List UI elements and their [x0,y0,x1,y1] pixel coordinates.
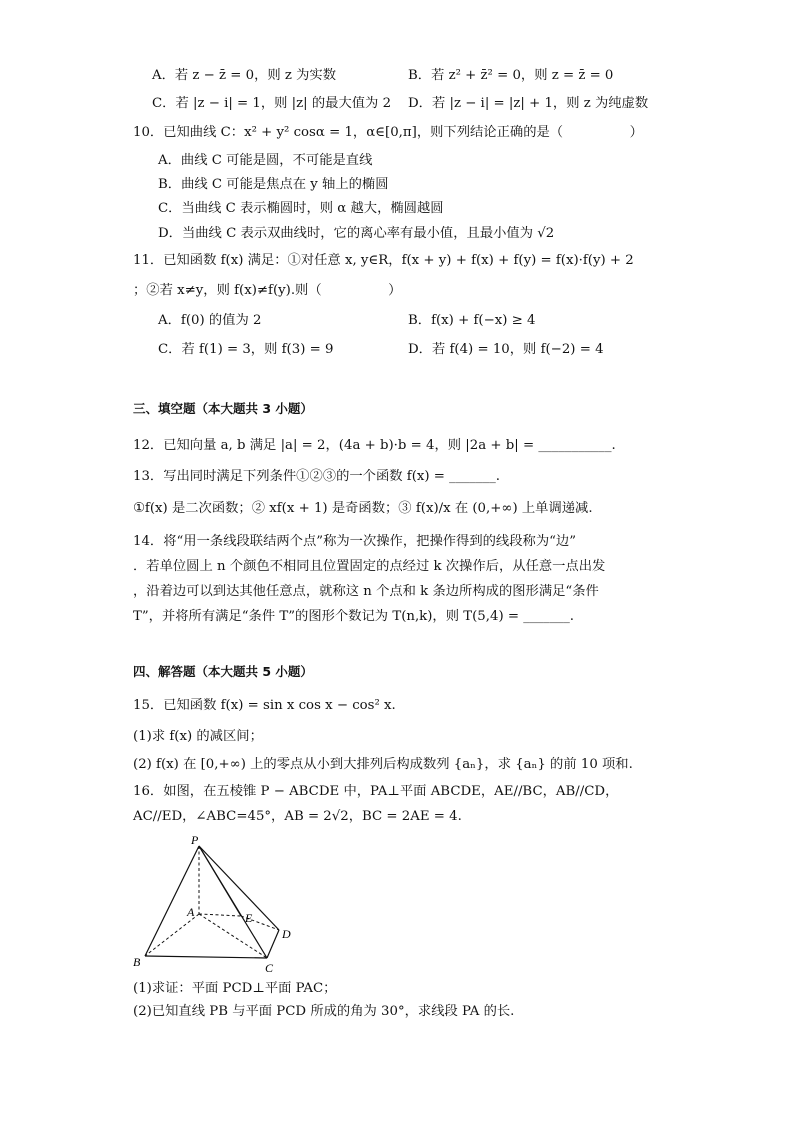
label-p: P [191,833,199,847]
label-b: B [133,955,141,969]
q16-line2: AC//ED，∠ABC=45°，AB = 2√2，BC = 2AE = 4. [133,809,462,824]
q15-stem: 15．已知函数 f(x) = sin x cos x − cos² x. [133,698,396,713]
section-heading-solutions: 四、解答题（本大题共 5 小题） [133,664,313,679]
edge-pb [145,846,199,956]
q15-part1: (1)求 f(x) 的减区间； [133,729,263,744]
q9-option-d: D．若 |z − i| = |z| + 1，则 z 为纯虚数 [408,96,649,111]
edge-ae [199,914,241,916]
pyramid-figure [131,832,306,974]
q11-option-b: B．f(x) + f(−x) ≥ 4 [408,313,536,328]
q14-line2: ．若单位圆上 n 个颜色不相同且位置固定的点经过 k 次操作后，从任意一点出发 [133,559,606,574]
q14-line4: T”，并将所有满足“条件 T”的图形个数记为 T(n,k)，则 T(5,4) = _______. [133,609,574,624]
q12-text: 12．已知向量 a, b 满足 |a| = 2，(4a + b)·b = 4，则 |2a + b| = ___________. [133,438,616,453]
q11-option-a: A．f(0) 的值为 2 [158,313,262,328]
q16-part1: (1)求证：平面 PCD⊥平面 PAC； [133,981,337,996]
label-e: E [245,911,253,925]
q14-line3: ，沿着边可以到达其他任意点，就称这 n 个点和 k 条边所构成的图形满足“条件 [133,584,599,599]
label-a: A [187,905,195,919]
q16-line1: 16．如图，在五棱锥 P − ABCDE 中，PA⊥平面 ABCDE，AE//BC，AB//CD， [133,784,619,799]
label-c: C [265,961,274,974]
edge-ac [199,914,267,958]
q14-line1: 14．将“用一条线段联结两个点”称为一次操作，把操作得到的线段称为“边” [133,534,577,549]
q10-option-d: D．当曲线 C 表示双曲线时，它的离心率有最小值，且最小值为 √2 [158,226,555,241]
q10-option-a: A．曲线 C 可能是圆，不可能是直线 [158,153,373,168]
q16-part2: (2)已知直线 PB 与平面 PCD 所成的角为 30°，求线段 PA 的长. [133,1004,515,1019]
edge-pe [199,846,241,916]
edge-pd [199,846,279,930]
q11-stem-line2: ；②若 x≠y，则 f(x)≠f(y).则（ ） [133,283,402,298]
q11-stem-line1: 11．已知函数 f(x) 满足：①对任意 x, y∈R，f(x + y) + f(x) + f(y) = f(x)·f(y) + 2 [133,253,634,268]
q13-stem: 13．写出同时满足下列条件①②③的一个函数 f(x) = _______. [133,469,500,484]
q9-option-a: A．若 z − z̄ = 0，则 z 为实数 [152,68,337,83]
edge-bc [145,956,267,958]
section-heading-fill-in: 三、填空题（本大题共 3 小题） [133,401,313,416]
q10-option-b: B．曲线 C 可能是焦点在 y 轴上的椭圆 [158,177,389,192]
q9-option-b: B．若 z² + z̄² = 0，则 z = z̄ = 0 [408,68,614,83]
edge-ab [145,914,199,956]
q15-part2: (2) f(x) 在 [0,+∞) 上的零点从小到大排列后构成数列 {aₙ}，求 {aₙ} 的前 10 项和. [133,757,633,772]
q13-conditions: ①f(x) 是二次函数；② xf(x + 1) 是奇函数；③ f(x)/x 在 (0,+∞) 上单调递减. [133,501,593,516]
q10-option-c: C．当曲线 C 表示椭圆时，则 α 越大，椭圆越圆 [158,201,444,216]
edge-cd [267,930,279,958]
q10-stem: 10．已知曲线 C：x² + y² cosα = 1，α∈[0,π]，则下列结论正确的是（ ） [133,125,643,140]
q9-option-c: C．若 |z − i| = 1，则 |z| 的最大值为 2 [152,96,392,111]
label-d: D [282,927,291,941]
q11-option-c: C．若 f(1) = 3，则 f(3) = 9 [158,342,334,357]
q11-option-d: D．若 f(4) = 10，则 f(−2) = 4 [408,342,604,357]
